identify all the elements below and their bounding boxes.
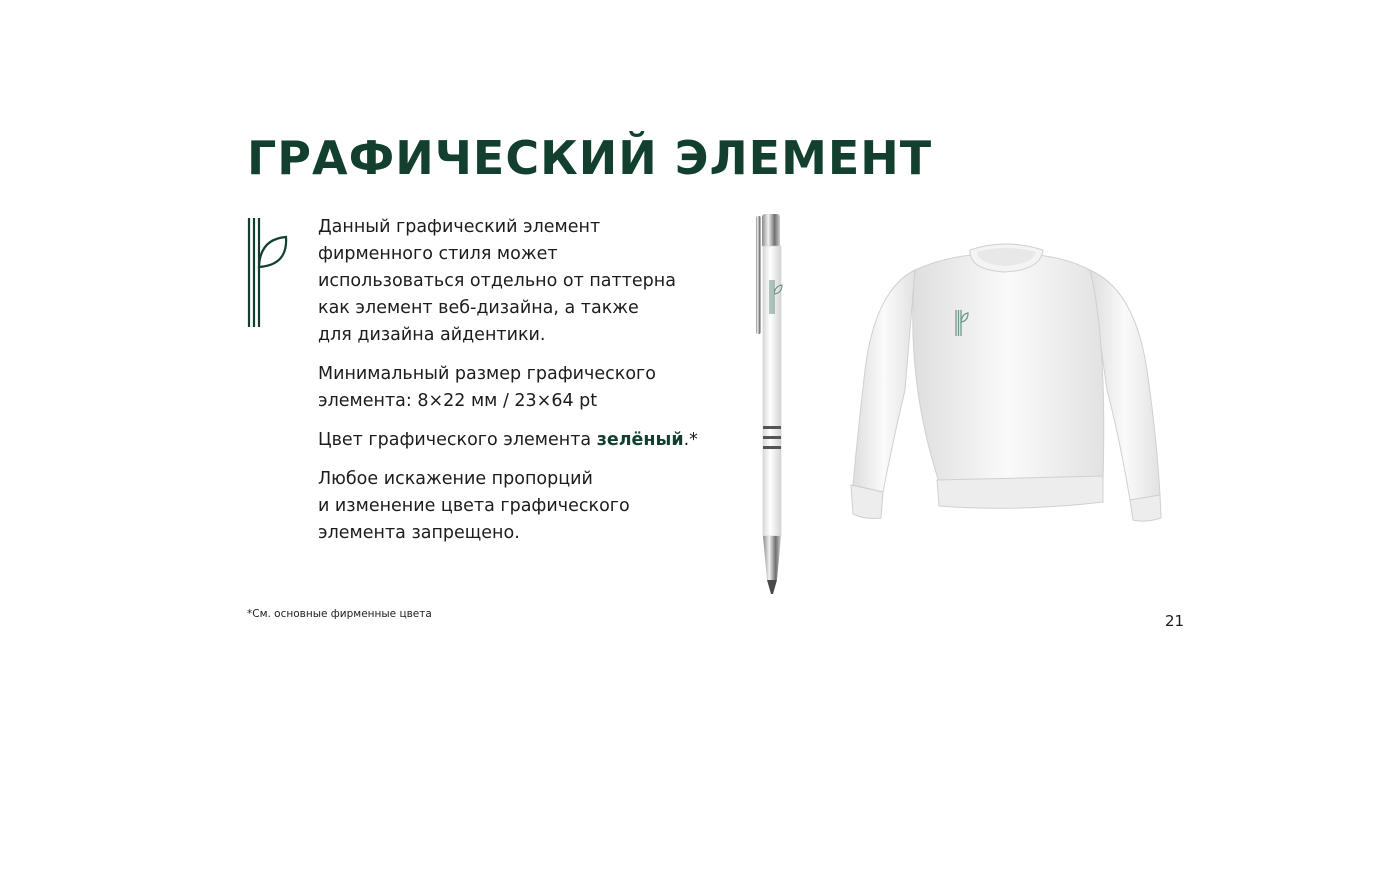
text-line: фирменного стиля может (318, 244, 558, 264)
text-line: и изменение цвета графического (318, 496, 630, 516)
text-line: для дизайна айдентики. (318, 325, 546, 345)
description-paragraph (318, 214, 718, 349)
text-line: как элемент веб-дизайна, а также (318, 298, 639, 318)
color-prefix: Цвет графического элемента (318, 430, 597, 450)
text-line: Минимальный размер графического (318, 364, 656, 384)
brand-graphic-element-icon (246, 217, 290, 329)
text-line: элемента: 8×22 мм / 23×64 pt (318, 391, 598, 411)
description-block (318, 214, 718, 559)
min-size-paragraph (318, 361, 718, 415)
page-title: ГРАФИЧЕСКИЙ ЭЛЕМЕНТ (247, 131, 933, 185)
page-number: 21 (1165, 612, 1185, 630)
text-line: использоваться отдельно от паттерна (318, 271, 676, 291)
restriction-paragraph (318, 466, 718, 547)
color-suffix: .* (683, 430, 698, 450)
footnote: *См. основные фирменные цвета (247, 608, 432, 620)
text-line: Любое искажение пропорций (318, 469, 593, 489)
text-line: Данный графический элемент (318, 217, 601, 237)
text-line: элемента запрещено. (318, 523, 520, 543)
color-paragraph (318, 427, 718, 454)
color-line (318, 427, 718, 454)
color-accent: зелёный (596, 430, 684, 450)
sweater-mockup (845, 240, 1165, 525)
pen-mockup (748, 210, 798, 600)
